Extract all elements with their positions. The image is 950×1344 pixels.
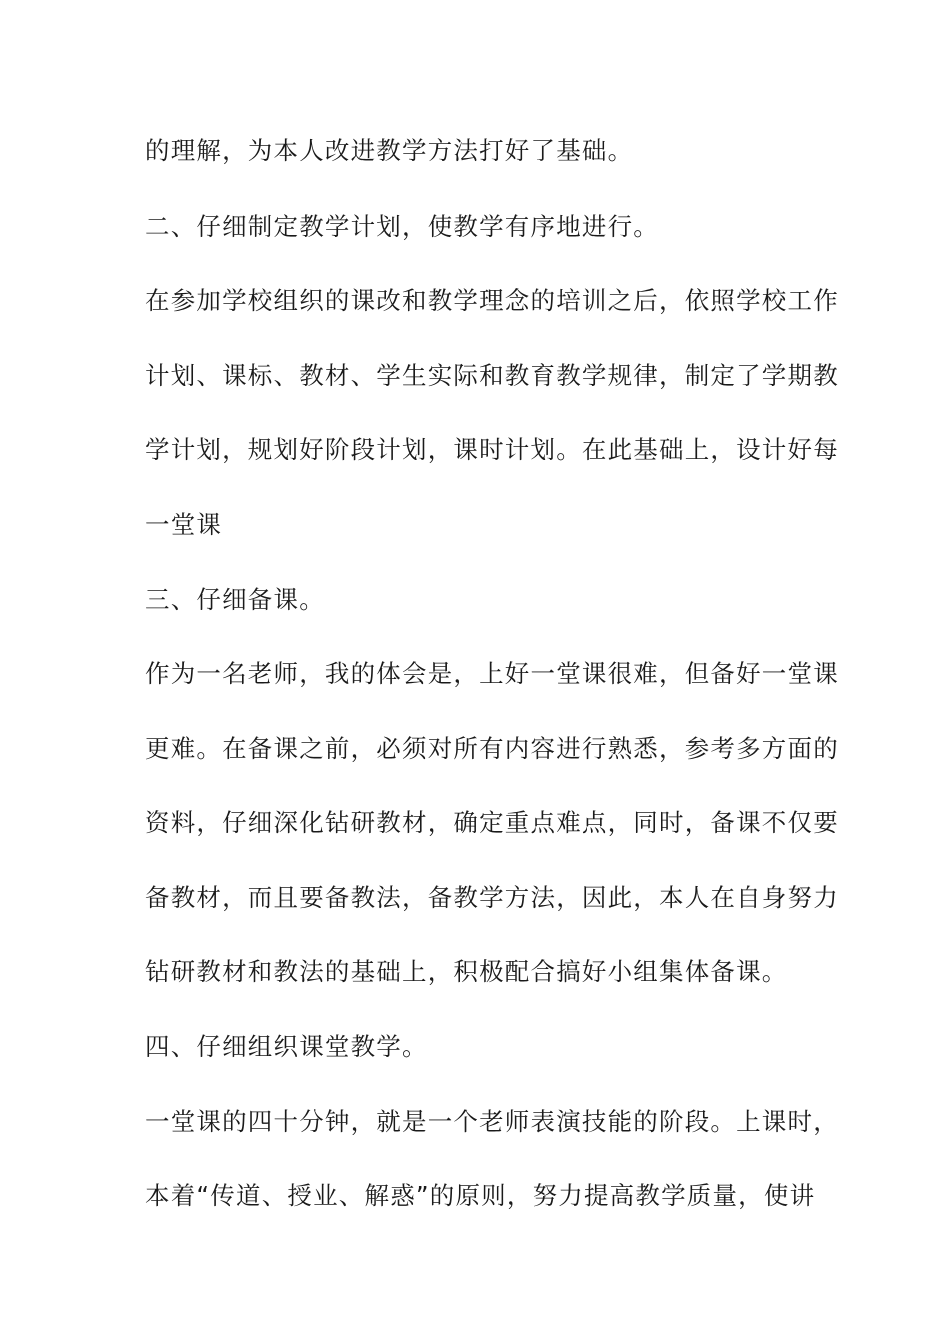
paragraph-line: 备教材，而且要备教法，备教学方法，因此，本人在自身努力 — [145, 883, 839, 912]
paragraph-line: 一堂课的四十分钟，就是一个老师表演技能的阶段。上课时， — [145, 1107, 839, 1136]
paragraph-line: 更难。在备课之前，必须对所有内容进行熟悉，参考多方面的 — [145, 734, 839, 763]
paragraph-line: 的理解，为本人改进教学方法打好了基础。 — [145, 136, 634, 165]
paragraph-line: 资料，仔细深化钻研教材，确定重点难点，同时，备课不仅要 — [145, 808, 839, 837]
section-heading-2: 二、仔细制定教学计划，使教学有序地进行。 — [145, 212, 659, 241]
paragraph-line: 本着“传道、授业、解惑”的原则，努力提高教学质量，使讲 — [145, 1181, 816, 1210]
paragraph-line: 在参加学校组织的课改和教学理念的培训之后，依照学校工作 — [145, 286, 839, 315]
section-heading-3: 三、仔细备课。 — [145, 585, 325, 614]
paragraph-line: 作为一名老师，我的体会是，上好一堂课很难，但备好一堂课 — [145, 659, 839, 688]
paragraph-line: 学计划，规划好阶段计划，课时计划。在此基础上，设计好每 — [145, 435, 839, 464]
paragraph-line: 计划、课标、教材、学生实际和教育教学规律，制定了学期教 — [145, 361, 839, 390]
section-heading-4: 四、仔细组织课堂教学。 — [145, 1032, 428, 1061]
paragraph-line: 一堂课 — [145, 510, 223, 539]
paragraph-line: 钻研教材和教法的基础上，积极配合搞好小组集体备课。 — [145, 957, 788, 986]
